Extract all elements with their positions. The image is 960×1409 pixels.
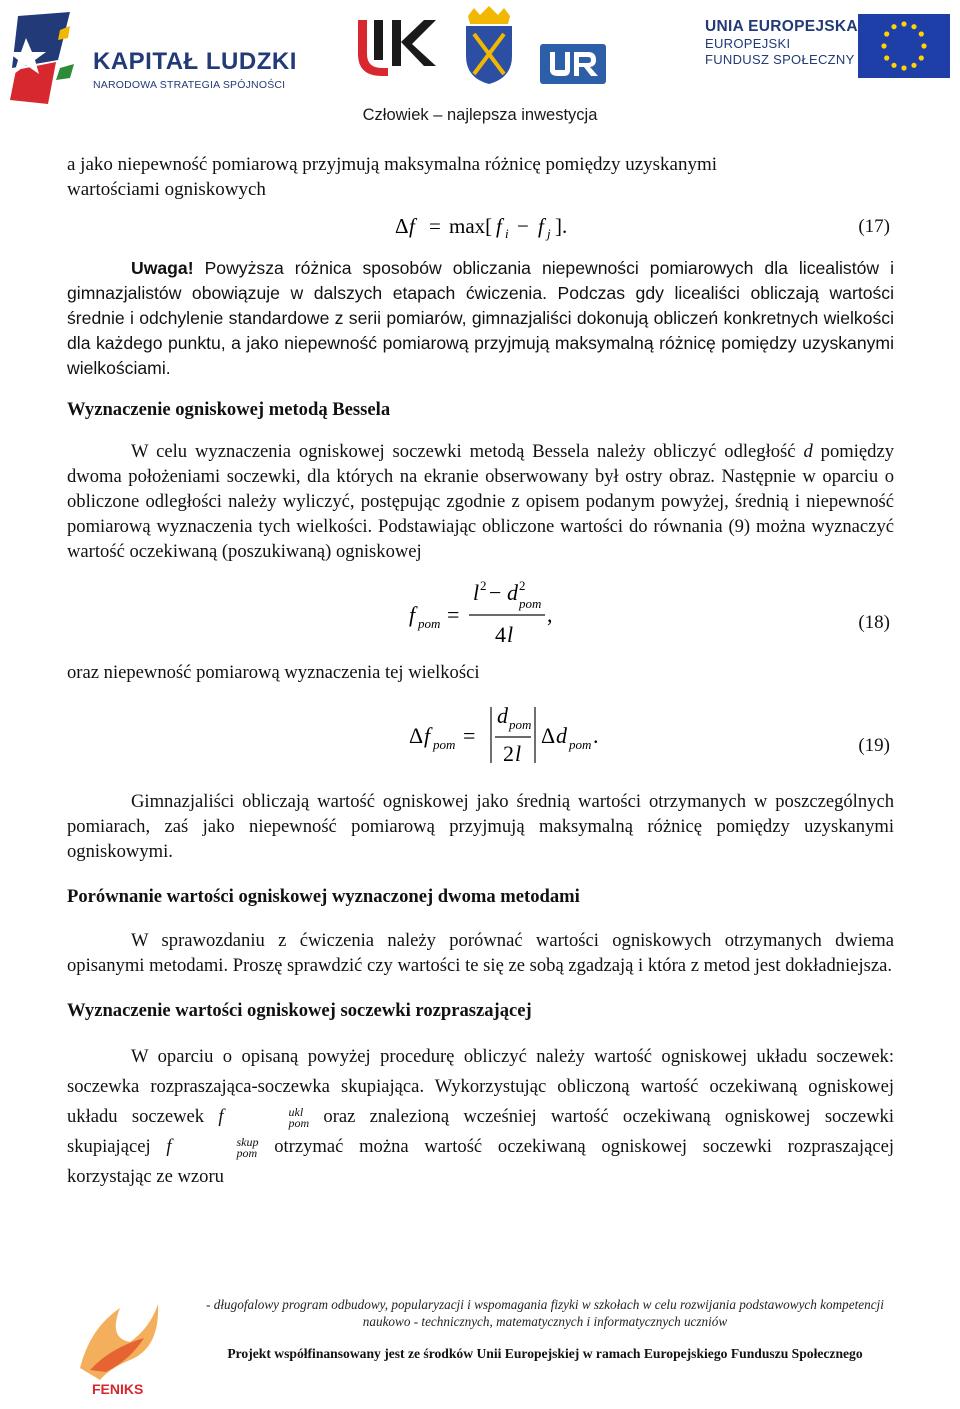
svg-text:f: f (496, 214, 502, 238)
svg-text:l: l (473, 580, 480, 605)
eu-text-block (705, 18, 858, 68)
f-skup-sub: pom (236, 1145, 258, 1160)
bessel-d-symbol: d (803, 441, 813, 462)
page-footer (0, 1288, 960, 1409)
heading-comparison: Porównanie wartości ogniskowej wyznaczonej dwoma metodami (67, 886, 580, 907)
ur-logo-icon (540, 44, 606, 84)
equation-17-formula (393, 206, 593, 246)
svg-text:max[: max[ (449, 214, 493, 238)
svg-text:,: , (547, 602, 553, 627)
svg-text:2: 2 (519, 578, 526, 593)
heading-diverging-lens: Wyznaczenie wartości ogniskowej soczewki rozpraszającej (67, 1000, 532, 1021)
f-ukl-sub: pom (288, 1115, 310, 1130)
svg-text:l: l (515, 741, 522, 766)
bessel-text-b: pomiędzy dwoma położeniami soczewki, dla których na ekranie obserwowany był ostry obraz. Następnie w oparciu o obliczone odległości należy wyliczyć, postępując zgodnie z opisem podanym powyżej, średnią i niepewność pomiarową wyznaczenia tych wielkości. Podstawiając obliczone wartości do równania (9) można wyznaczyć wartość oczekiwaną (poszukiwaną) ogniskowej (67, 441, 894, 562)
diverging-text-c: otrzymać można wartość oczekiwaną ogniskowej soczewki rozpraszającej korzystając ze wzoru (67, 1136, 894, 1187)
svg-text:pom: pom (569, 737, 592, 752)
uwaga-paragraph (67, 256, 894, 381)
svg-text:f: f (409, 214, 415, 238)
uncertainty-intro: oraz niepewność pomiarową wyznaczenia tej wielkości (67, 662, 480, 683)
eu-line1: UNIA EUROPEJSKA (705, 18, 858, 35)
comparison-paragraph: W sprawozdaniu z ćwiczenia należy porównać wartości ogniskowych otrzymanych dwiema opisanymi metodami. Proszę sprawdzić czy wartości te się ze sobą zgadzają i która z metod jest dokładniejsza. (67, 930, 894, 976)
f-ukl-sup: ukl (288, 1104, 304, 1119)
intro-line1: a jako niepewność pomiarową przyjmują maksymalna różnicę pomiędzy uzyskanymi (67, 154, 718, 175)
ujk-logo-icon (352, 14, 442, 84)
svg-text:.: . (593, 723, 599, 748)
svg-text:i: i (505, 226, 509, 241)
page-header (0, 0, 960, 140)
equation-18 (67, 564, 894, 660)
eu-line3: FUNDUSZ SPOŁECZNY (705, 52, 855, 67)
svg-text:4: 4 (495, 622, 506, 647)
equation-19-number: (19) (858, 735, 890, 756)
svg-text:d: d (497, 703, 508, 728)
kapital-ludzki-subtitle: NARODOWA STRATEGIA SPÓJNOŚCI (93, 79, 286, 91)
svg-text:pom: pom (519, 596, 542, 611)
eu-flag-icon (858, 14, 950, 78)
svg-text:=: = (463, 723, 476, 748)
svg-text:d: d (507, 580, 518, 605)
svg-text:2: 2 (480, 578, 487, 593)
kapital-ludzki-title: KAPITAŁ LUDZKI (93, 48, 297, 75)
kapital-ludzki-emblem-icon (8, 8, 88, 108)
footer-program-text: - długofalowy program odbudowy, popularyzacji i wspomagania fizyki w szkołach w celu rozwijania podstawowych kompetencji naukowo - technicznych, matematycznych i informatycznych uczniów (206, 1297, 884, 1329)
equation-18-formula (407, 576, 567, 656)
f-skup-sup: skup (236, 1134, 259, 1149)
svg-text:pom: pom (433, 737, 456, 752)
equation-18-number: (18) (858, 612, 890, 633)
equation-17-number: (17) (858, 216, 890, 237)
feniks-logo (60, 1298, 180, 1398)
svg-text:=: = (429, 214, 441, 238)
gimnazjum-paragraph: Gimnazjaliści obliczają wartość ogniskowej jako średnią wartości otrzymanych w poszczególnych pomiarach, zaś jako niepewność pomiarową przyjmują maksymalną różnicę pomiędzy uzyskanymi ogniskowymi. (67, 791, 894, 862)
document-body (67, 152, 894, 1192)
bessel-text-a: W celu wyznaczenia ogniskowej soczewki metodą Bessela należy obliczyć odległość (131, 441, 804, 462)
intro-paragraph (67, 152, 894, 202)
f-skup-symbol: f skup pom (166, 1134, 259, 1160)
equation-19-formula (407, 701, 627, 781)
eu-line2: EUROPEJSKI (705, 36, 791, 51)
diverging-lens-paragraph (67, 1042, 894, 1192)
svg-text:Δ: Δ (409, 723, 424, 748)
bessel-paragraph (67, 439, 894, 564)
svg-text:Δ: Δ (541, 723, 556, 748)
footer-funding-text: Projekt współfinansowany jest ze środków Unii Europejskiej w ramach Europejskiego Funduszu Społecznego (227, 1346, 863, 1361)
svg-text:=: = (447, 602, 460, 627)
svg-text:Δ: Δ (395, 214, 409, 238)
svg-text:].: ]. (555, 214, 568, 238)
heading-bessel: Wyznaczenie ogniskowej metodą Bessela (67, 399, 391, 420)
svg-text:j: j (547, 226, 551, 241)
svg-text:l: l (507, 622, 514, 647)
svg-text:−: − (517, 214, 529, 238)
svg-text:2: 2 (503, 741, 514, 766)
phoenix-icon (60, 1298, 180, 1398)
tagline: Człowiek – najlepsza inwestycja (362, 106, 598, 124)
equation-19 (67, 685, 894, 789)
diverging-text-b: oraz znalezioną wcześniej wartość oczekiwaną ogniskowej soczewki skupiającej (67, 1106, 895, 1157)
svg-text:f: f (424, 723, 431, 748)
diverging-text-a: W oparciu o opisaną powyżej procedurę obliczyć należy wartość ogniskowej układu soczewek: soczewka rozpraszająca-soczewka skupiająca. Wykorzystując obliczoną wartość oczekiwaną ogniskowej układu soczewek (67, 1046, 894, 1127)
f-ukl-symbol: f ukl pom (218, 1104, 310, 1130)
svg-text:−: − (489, 580, 502, 605)
kapital-ludzki-logo (8, 8, 308, 108)
intro-line2: wartościami ogniskowych (67, 179, 266, 200)
equation-17 (67, 202, 894, 254)
svg-text:pom: pom (418, 616, 441, 631)
svg-text:d: d (556, 723, 567, 748)
feniks-logo-text: FENIKS (92, 1381, 144, 1397)
university-crest-icon (458, 6, 520, 86)
svg-text:pom: pom (509, 717, 532, 732)
svg-text:f: f (409, 602, 416, 627)
uwaga-label: Uwaga! (131, 258, 194, 278)
uwaga-text: Powyższa różnica sposobów obliczania niepewności pomiarowych dla licealistów i gimnazjalistów obowiązuje w dalszych etapach ćwiczenia. Podczas gdy licealiści obliczają wartości średnie i odchylenie standardowe z serii pomiarów, gimnazjaliści dokonują obliczeń konkretnych wielkości dla każdego punktu, a jako niepewność pomiarową przyjmują maksymalną różnicę pomiędzy uzyskanymi wielkościami. (67, 258, 894, 378)
svg-text:f: f (538, 214, 544, 238)
